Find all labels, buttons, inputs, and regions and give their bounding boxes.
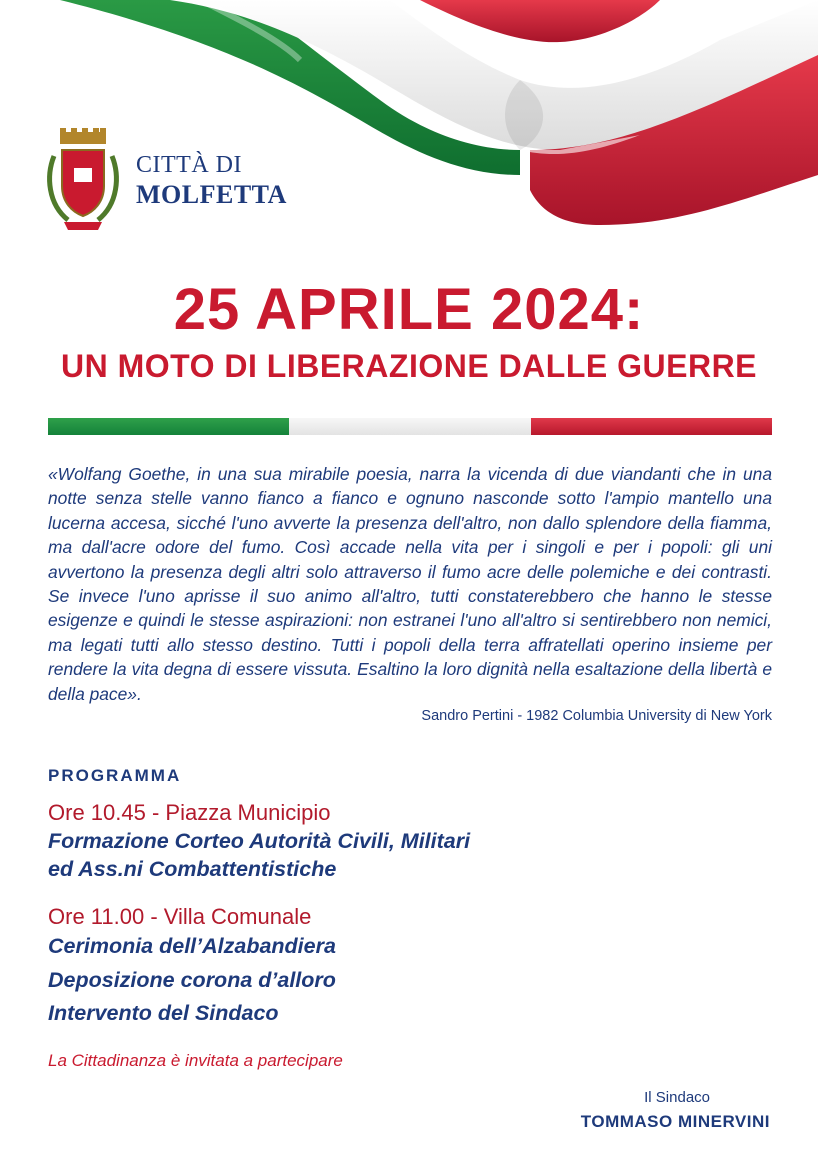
divider-green	[48, 418, 289, 435]
event-1-time-place: Ore 10.45 - Piazza Municipio	[48, 800, 331, 825]
signature-name: TOMMASO MINERVINI	[580, 1112, 770, 1131]
coat-of-arms-emblem	[44, 126, 122, 234]
event-1-line-1: Formazione Corteo Autorità Civili, Militari	[48, 829, 471, 853]
tricolor-divider	[48, 418, 772, 435]
italian-flag-ribbon	[0, 0, 818, 240]
divider-red	[531, 418, 772, 435]
city-name-line1: CITTÀ DI	[136, 152, 242, 178]
event-2-line-1: Cerimonia dell’Alzabandiera	[48, 934, 336, 958]
event-2-line-2: Deposizione corona d’alloro	[48, 968, 336, 992]
event-1-line-2: ed Ass.ni Combattentistiche	[48, 857, 337, 881]
event-2-line-3: Intervento del Sindaco	[48, 1001, 279, 1025]
page-title: 25 APRILE 2024:	[173, 277, 645, 342]
page-subtitle: UN MOTO DI LIBERAZIONE DALLE GUERRE	[60, 348, 758, 384]
invitation-text: La Cittadinanza è invitata a partecipare	[48, 1051, 343, 1070]
divider-white	[289, 418, 530, 435]
pertini-quote: «Wolfang Goethe, in una sua mirabile poesia, narra la vicenda di due viandanti che in una notte senza stelle vanno fianco a fianco e ognuno nasconde sotto l'ampio mantello una lucerna accesa, sicché l'uno avverte la presenza dell'altro, non dallo splendore della fiamma, ma dall'acre odore del fumo. Così accade nella vita per i singoli e per i popoli: gli uni avvertono la presenza degli altri solo attraverso il fumo acre delle polemiche e dei contrasti. Se invece l'uno aprisse il suo animo all'altro, tutti constaterebbero che hanno le stesse esigenze e quindi le stesse aspirazioni: non estranei l'uno all'altro si sentirebbero non nemici, ma legati tutti allo stesso destino. Tutti i popoli della terra affratellati operino insieme per rendere la vita degna di essere vissuta. Esaltino la loro dignità nella esaltazione della libertà e della pace».	[48, 464, 772, 704]
quote-attribution: Sandro Pertini - 1982 Columbia University di New York	[421, 708, 772, 724]
city-name	[136, 152, 287, 209]
program-heading: PROGRAMMA	[48, 766, 182, 785]
city-name-line2: MOLFETTA	[136, 179, 287, 209]
event-2-time-place: Ore 11.00 - Villa Comunale	[48, 904, 312, 929]
signature-role: Il Sindaco	[644, 1089, 710, 1106]
